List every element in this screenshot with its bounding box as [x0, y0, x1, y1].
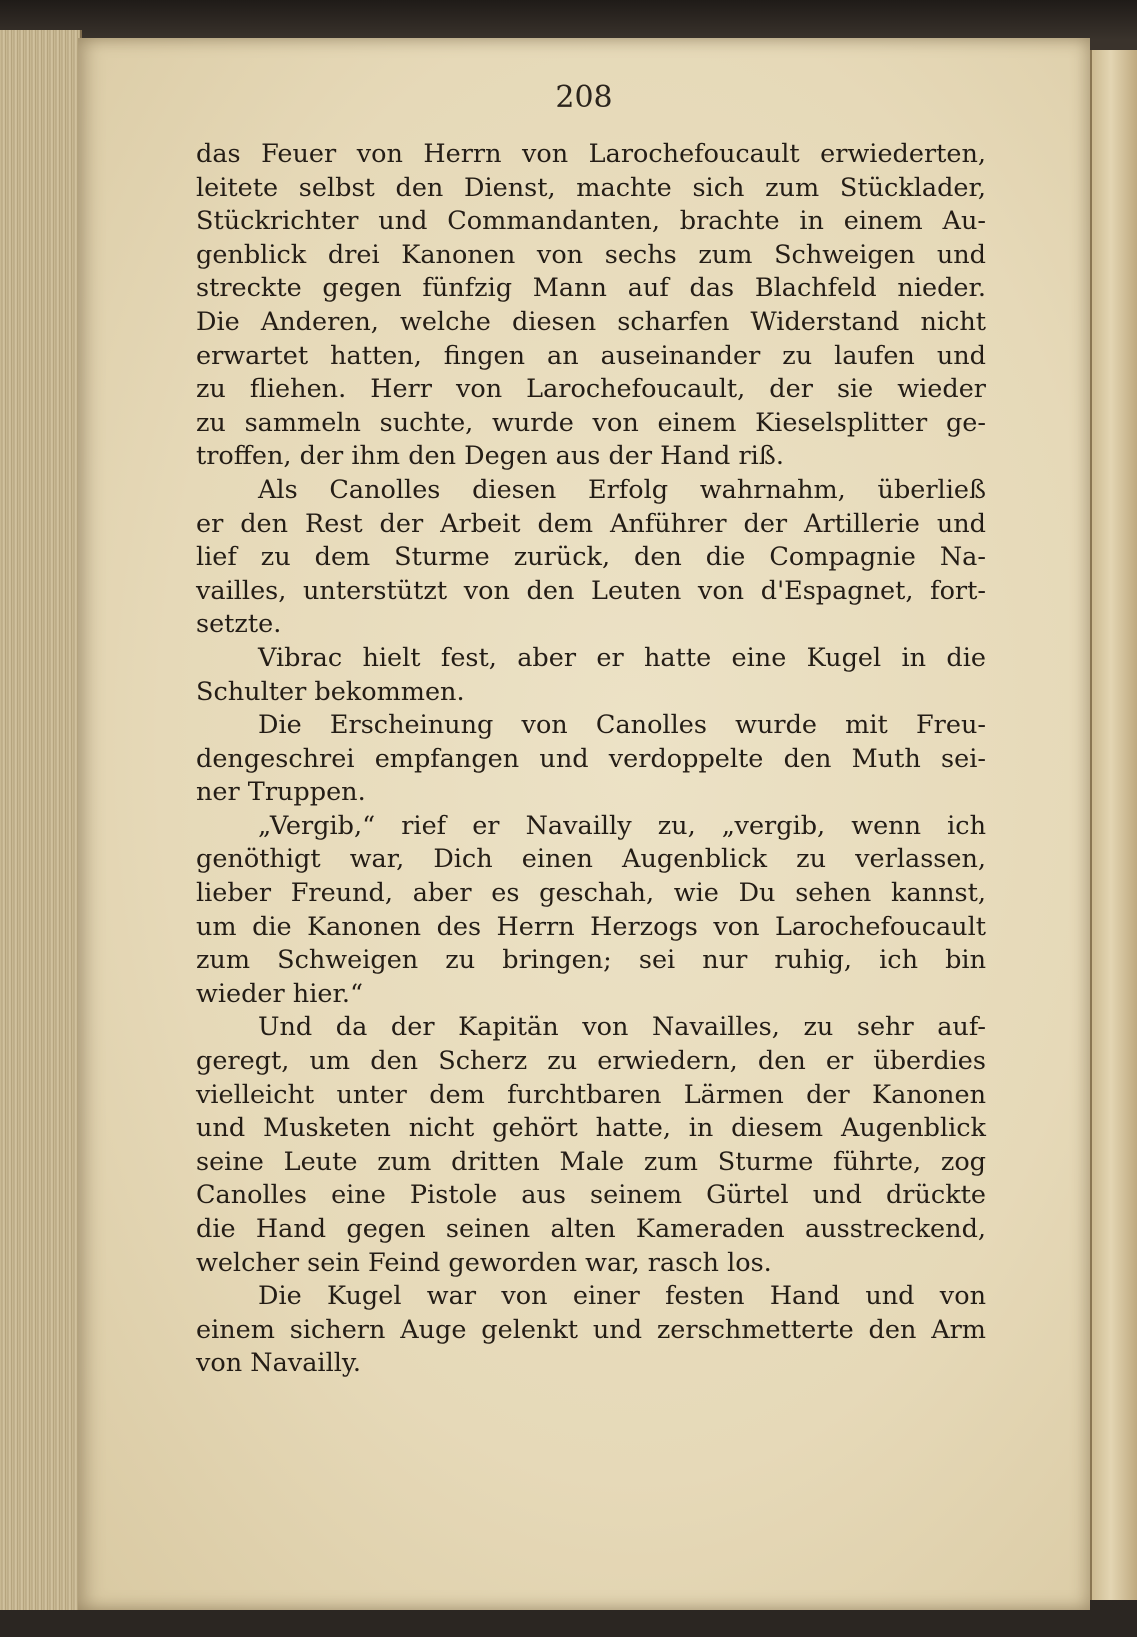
- text-line: Canolles eine Pistole aus seinem Gürtel und drückte: [196, 1180, 986, 1211]
- text-line: „Vergib,“ rief er Navailly zu, „vergib, wenn ich: [258, 810, 986, 841]
- text-line: Schulter bekommen.: [196, 676, 465, 707]
- text-line: lief zu dem Sturme zurück, den die Compagnie Na-: [196, 542, 986, 573]
- text-line: einem sichern Auge gelenkt und zerschmetterte den Arm: [196, 1314, 986, 1345]
- text-line: das Feuer von Herrn von Larochefoucault erwiederten,: [196, 139, 986, 169]
- text-line: zu fliehen. Herr von Larochefoucault, der sie wieder: [196, 374, 986, 405]
- page-stack-edge: [0, 30, 82, 1610]
- next-page-edge: [1090, 50, 1137, 1600]
- text-line: von Navailly.: [196, 1348, 362, 1379]
- book-page: [78, 38, 1090, 1610]
- text-line: die Hand gegen seinen alten Kameraden ausstreckend,: [196, 1214, 986, 1244]
- text-line: wieder hier.“: [196, 978, 363, 1009]
- page-number: 208: [555, 80, 613, 115]
- text-line: zu sammeln suchte, wurde von einem Kieselsplitter ge-: [196, 407, 986, 438]
- text-line: seine Leute zum dritten Male zum Sturme führte, zog: [196, 1146, 986, 1177]
- text-line: troffen, der ihm den Degen aus der Hand riß.: [196, 441, 784, 472]
- text-line: genöthigt war, Dich einen Augenblick zu verlassen,: [196, 844, 986, 875]
- text-line: Die Kugel war von einer festen Hand und von: [258, 1281, 986, 1312]
- text-line: leitete selbst den Dienst, machte sich zum Stücklader,: [196, 172, 986, 203]
- text-line: erwartet hatten, fingen an auseinander zu laufen und: [196, 340, 986, 371]
- text-line: ner Truppen.: [196, 777, 366, 808]
- body-text: [196, 138, 986, 1381]
- text-line: vailles, unterstützt von den Leuten von d'Espagnet, fort-: [196, 575, 986, 606]
- text-line: Die Erscheinung von Canolles wurde mit Freu-: [258, 710, 986, 741]
- text-line: geregt, um den Scherz zu erwiedern, den er überdies: [196, 1046, 986, 1077]
- text-line: setzte.: [196, 609, 282, 640]
- text-line: Stückrichter und Commandanten, brachte in einem Au-: [196, 206, 986, 237]
- text-line: zum Schweigen zu bringen; sei nur ruhig, ich bin: [196, 945, 986, 976]
- text-line: lieber Freund, aber es geschah, wie Du sehen kannst,: [196, 878, 986, 909]
- text-line: vielleicht unter dem furchtbaren Lärmen der Kanonen: [196, 1079, 986, 1110]
- text-line: Die Anderen, welche diesen scharfen Widerstand nicht: [196, 306, 986, 337]
- text-line: Vibrac hielt fest, aber er hatte eine Kugel in die: [258, 642, 986, 673]
- text-line: er den Rest der Arbeit dem Anführer der Artillerie und: [196, 508, 986, 539]
- text-line: dengeschrei empfangen und verdoppelte den Muth sei-: [196, 743, 986, 774]
- text-line: und Musketen nicht gehört hatte, in diesem Augenblick: [196, 1113, 986, 1144]
- text-line: genblick drei Kanonen von sechs zum Schweigen und: [196, 239, 986, 270]
- text-line: welcher sein Feind geworden war, rasch los.: [196, 1247, 772, 1278]
- text-line: um die Kanonen des Herrn Herzogs von Larochefoucault: [196, 911, 986, 942]
- text-line: Und da der Kapitän von Navailles, zu sehr auf-: [258, 1012, 986, 1043]
- text-line: Als Canolles diesen Erfolg wahrnahm, überließ: [258, 474, 986, 505]
- text-line: streckte gegen fünfzig Mann auf das Blachfeld nieder.: [196, 273, 986, 304]
